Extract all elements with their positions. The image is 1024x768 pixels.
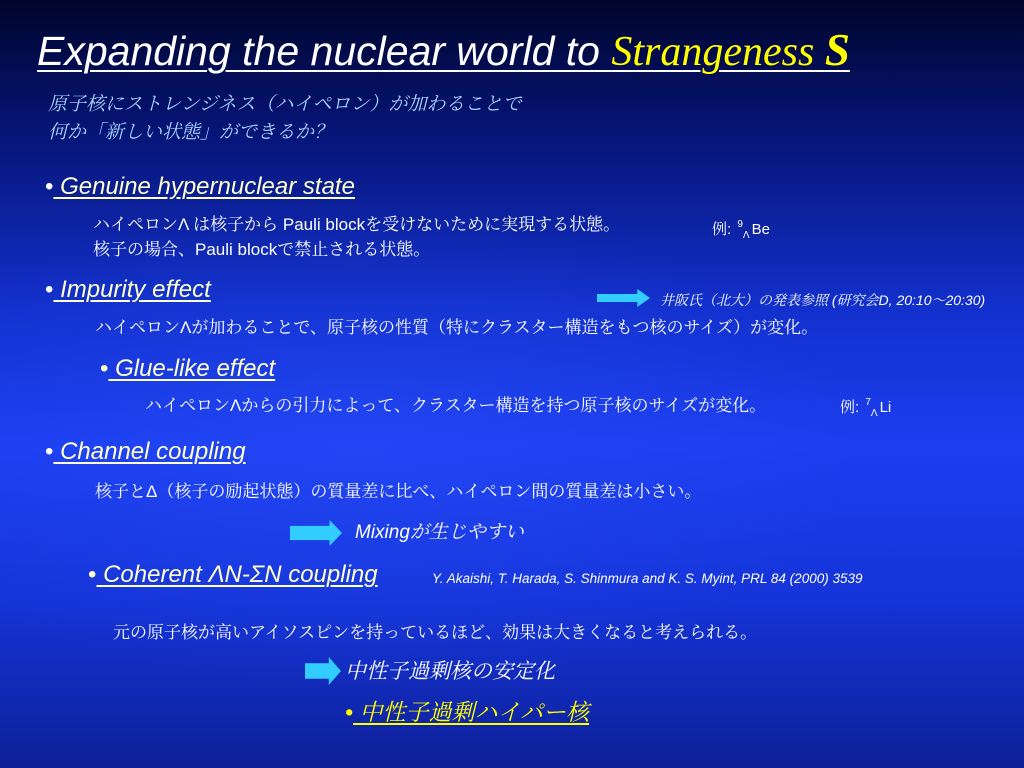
- impurity-reference: 井阪氏（北大）の発表参照 (研究会D, 20:10～20:30): [660, 292, 986, 308]
- slide-title: [37, 26, 850, 76]
- right-arrow-icon: [597, 289, 650, 307]
- bullet: •: [45, 438, 54, 465]
- coherent-consequence: 中性子過剰核の安定化: [345, 660, 555, 683]
- heading-genuine-hypernuclear-state: [45, 173, 355, 201]
- heading-text: Coherent ΛN-ΣN coupling: [103, 561, 378, 588]
- heading-text: Genuine hypernuclear state: [60, 173, 355, 200]
- example-hyperon: Λ: [870, 408, 878, 419]
- genuine-line-1: ハイペロンΛ は核子から Pauli blockを受けないために実現する状態。: [93, 215, 621, 234]
- heading-coherent-coupling: [88, 561, 378, 589]
- coherent-citation: Y. Akaishi, T. Harada, S. Shinmura and K. S. Myint, PRL 84 (2000) 3539: [432, 571, 863, 586]
- example-li7: [840, 392, 891, 425]
- channel-line-1: 核子とΔ（核子の励起状態）の質量差に比べ、ハイペロン間の質量差は小さい。: [95, 482, 702, 501]
- bullet: •: [100, 355, 109, 382]
- bullet: •: [345, 699, 354, 725]
- channel-consequence: Mixingが生じやすい: [355, 522, 524, 543]
- result-heading: [345, 698, 589, 726]
- heading-channel-coupling: [45, 438, 246, 466]
- heading-impurity-effect: [45, 276, 211, 304]
- bullet: •: [45, 276, 54, 303]
- impurity-line-1: ハイペロンΛが加わることで、原子核の性質（特にクラスター構造をもつ核のサイズ）が変化。: [95, 318, 819, 337]
- heading-text: Glue-like effect: [115, 355, 276, 382]
- title-highlight-symbol: S: [824, 25, 850, 75]
- title-highlight-word: Strangeness: [611, 29, 815, 75]
- coherent-line-1: 元の原子核が高いアイソスピンを持っているほど、効果は大きくなると考えられる。: [113, 623, 758, 642]
- right-arrow-icon: [290, 520, 342, 546]
- heading-text: Impurity effect: [60, 276, 211, 303]
- bullet: •: [45, 173, 54, 200]
- genuine-line-2: 核子の場合、Pauli blockで禁止される状態。: [93, 240, 431, 259]
- example-element: Be: [751, 221, 770, 238]
- example-be9: [712, 214, 770, 247]
- heading-glue-like-effect: [100, 355, 275, 383]
- heading-text: Channel coupling: [60, 438, 246, 465]
- example-mass-number: 7: [865, 397, 871, 408]
- title-main: Expanding the nuclear world to: [37, 28, 612, 74]
- example-element: Li: [879, 399, 892, 416]
- subtitle-line-1: 原子核にストレンジネス（ハイペロン）が加わることで: [48, 94, 522, 115]
- example-hyperon: Λ: [742, 230, 750, 241]
- example-mass-number: 9: [737, 219, 743, 230]
- glue-like-line-1: ハイペロンΛからの引力によって、クラスター構造を持つ原子核のサイズが変化。: [145, 396, 767, 415]
- bullet: •: [88, 561, 97, 588]
- right-arrow-icon: [305, 657, 341, 685]
- result-text: 中性子過剰ハイパー核: [359, 699, 589, 725]
- title-highlight: [611, 25, 850, 75]
- subtitle-line-2: 何か「新しい状態」ができるか？: [48, 122, 334, 143]
- example-prefix: 例:: [840, 399, 864, 416]
- example-prefix: 例:: [712, 221, 736, 238]
